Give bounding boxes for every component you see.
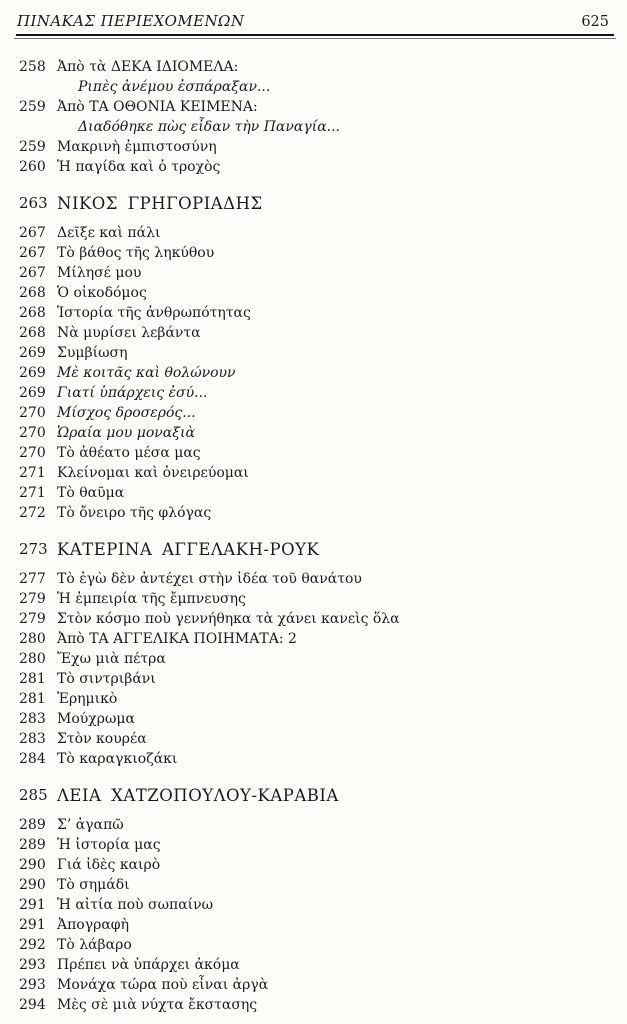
entry-page-number: 268 (19, 305, 46, 321)
entry-page-number: 267 (19, 265, 46, 281)
entry-title: Πρέπει νὰ ὑπάρχει ἀκόμα (57, 957, 240, 973)
toc-entry-row (19, 955, 617, 975)
entry-page-number: 267 (19, 225, 46, 241)
entry-title: Στὸν κουρέα (57, 731, 147, 747)
entry-page-number: 259 (19, 99, 46, 115)
entry-title: Μονάχα τώρα ποὺ εἶναι ἀργὰ (57, 977, 269, 993)
toc-entry-row (19, 137, 617, 157)
header-rule-thick (16, 34, 614, 36)
entry-page-number: 283 (19, 711, 46, 727)
entry-title: Δεῖξε καὶ πάλι (57, 225, 161, 241)
section-author-name: ΚΑΤΕΡΙΝΑ ΑΓΓΕΛΑΚΗ-ΡΟΥΚ (57, 540, 320, 559)
toc-entry-row (19, 97, 617, 117)
entry-title: Σ’ ἀγαπῶ (57, 817, 124, 833)
toc-entry-row (19, 483, 617, 503)
section-author-name: ΝΙΚΟΣ ΓΡΗΓΟΡΙΑΔΗΣ (57, 194, 263, 213)
entry-page-number: 290 (19, 857, 46, 873)
toc-entry-row (19, 463, 617, 483)
toc-entry-row (19, 423, 617, 443)
entry-title: Συμβίωση (57, 345, 128, 361)
section-page-number: 273 (19, 540, 48, 558)
page-number: 625 (581, 14, 609, 30)
toc-entry-row (19, 995, 617, 1015)
section-page-number: 285 (19, 786, 48, 804)
entry-page-number: 258 (19, 59, 46, 75)
toc-entry-row (19, 749, 617, 769)
entry-page-number: 291 (19, 917, 46, 933)
entry-page-number: 270 (19, 425, 46, 441)
entry-title: Μὲ κοιτᾶς καὶ θολώνουν (57, 365, 236, 381)
toc-entry-row (19, 915, 617, 935)
entry-title: Ἀπογραφὴ (57, 917, 129, 933)
toc-entry-row (19, 503, 617, 523)
entry-page-number: 270 (19, 405, 46, 421)
toc-entry-row (19, 935, 617, 955)
toc-section-header (19, 191, 617, 216)
entry-page-number: 271 (19, 465, 46, 481)
entry-title: Μούχρωμα (57, 711, 135, 727)
toc-entry-row (19, 855, 617, 875)
toc-entry-row (19, 283, 617, 303)
entry-page-number: 281 (19, 691, 46, 707)
toc-entry-row (19, 323, 617, 343)
entry-title: Τὸ ἐγὼ δὲν ἀντέχει στὴν ἰδέα τοῦ θανάτου (57, 571, 362, 587)
entry-page-number: 259 (19, 139, 46, 155)
entry-page-number: 289 (19, 837, 46, 853)
entry-title: Ὁ οἰκοδόμος (57, 285, 147, 301)
section-author-name: ΛΕΙΑ ΧΑΤΖΟΠΟΥΛΟΥ-ΚΑΡΑΒΙΑ (57, 786, 339, 805)
toc-entry-row (19, 835, 617, 855)
toc-entry-row (19, 815, 617, 835)
toc-entry-row (19, 363, 617, 383)
entry-page-number: 289 (19, 817, 46, 833)
toc-entry-row (19, 649, 617, 669)
toc-entry-row (19, 263, 617, 283)
entry-page-number (19, 117, 57, 137)
entry-page-number: 292 (19, 937, 46, 953)
entry-page-number: 280 (19, 651, 46, 667)
entry-page-number: 269 (19, 385, 46, 401)
entry-title: Ἀπὸ ΤΑ ΟΘΟΝΙΑ ΚΕΙΜΕΝΑ: (57, 99, 258, 115)
entry-page-number: 268 (19, 285, 46, 301)
toc-list (0, 39, 627, 1015)
entry-title: Ἐρημικὸ (57, 691, 118, 707)
entry-page-number: 294 (19, 997, 46, 1013)
entry-title: Τὸ βάθος τῆς ληκύθου (57, 245, 215, 261)
entry-page-number: 293 (19, 977, 46, 993)
toc-entry-row (19, 443, 617, 463)
toc-entry-row (19, 729, 617, 749)
toc-entry-row (19, 383, 617, 403)
section-page-number: 263 (19, 194, 48, 212)
entry-title: Μίλησέ μου (57, 265, 142, 281)
toc-entry-row (19, 157, 617, 177)
entry-title: Διαδόθηκε πὼς εἶδαν τὴν Παναγία... (78, 119, 341, 135)
entry-title: Στὸν κόσμο ποὺ γεννήθηκα τὰ χάνει κανεὶς ὅλα (57, 611, 400, 627)
entry-title: Ἡ ἐμπειρία τῆς ἔμπνευσης (57, 591, 246, 607)
entry-title: Κλείνομαι καὶ ὀνειρεύομαι (57, 465, 249, 481)
entry-title: Γιατί ὑπάρχεις ἐσύ... (57, 385, 208, 401)
entry-page-number: 260 (19, 159, 46, 175)
entry-title: Τὸ λάβαρο (57, 937, 132, 953)
toc-subtitle-row (19, 77, 617, 97)
entry-page-number: 269 (19, 345, 46, 361)
entry-page-number: 270 (19, 445, 46, 461)
entry-title: Μίσχος δροσερός... (57, 405, 196, 421)
entry-title: Ἡ αἰτία ποὺ σωπαίνω (57, 897, 214, 913)
toc-entry-row (19, 975, 617, 995)
entry-title: Ἀπὸ ΤΑ ΑΓΓΕΛΙΚΑ ΠΟΙΗΜΑΤΑ: 2 (57, 631, 297, 647)
entry-title: Τὸ σημάδι (57, 877, 130, 893)
toc-entry-row (19, 403, 617, 423)
entry-page-number: 279 (19, 591, 46, 607)
entry-page-number: 293 (19, 957, 46, 973)
toc-entry-row (19, 303, 617, 323)
entry-page-number: 267 (19, 245, 46, 261)
toc-entry-row (19, 57, 617, 77)
entry-title: Ἔχω μιὰ πέτρα (57, 651, 166, 667)
entry-title: Ριπὲς ἀνέμου ἐσπάραξαν... (78, 79, 271, 95)
entry-page-number: 284 (19, 751, 46, 767)
entry-title: Ἀπὸ τὰ ΔΕΚΑ ΙΔΙΟΜΕΛΑ: (57, 59, 239, 75)
entry-page-number: 268 (19, 325, 46, 341)
entry-title: Μὲς σὲ μιὰ νύχτα ἔκστασης (57, 997, 258, 1013)
entry-page-number: 281 (19, 671, 46, 687)
entry-title: Μακρινὴ ἐμπιστοσύνη (57, 139, 217, 155)
entry-page-number: 283 (19, 731, 46, 747)
entry-page-number: 290 (19, 877, 46, 893)
entry-title: Ἡ παγίδα καὶ ὁ τροχὸς (57, 159, 221, 175)
entry-page-number: 272 (19, 505, 46, 521)
toc-subtitle-row (19, 117, 617, 137)
entry-page-number: 269 (19, 365, 46, 381)
toc-entry-row (19, 343, 617, 363)
toc-entry-row (19, 223, 617, 243)
toc-section-header (19, 783, 617, 808)
toc-entry-row (19, 895, 617, 915)
entry-title: Τὸ σιντριβάνι (57, 671, 156, 687)
entry-title: Τὸ καραγκιοζάκι (57, 751, 178, 767)
toc-section-header (19, 537, 617, 562)
toc-entry-row (19, 569, 617, 589)
entry-page-number: 291 (19, 897, 46, 913)
toc-entry-row (19, 609, 617, 629)
entry-title: Τὸ θαῦμα (57, 485, 125, 501)
toc-entry-row (19, 669, 617, 689)
toc-entry-row (19, 689, 617, 709)
entry-title: Ἡ ἱστορία μας (57, 837, 161, 853)
entry-title: Νὰ μυρίσει λεβάντα (57, 325, 201, 341)
entry-page-number: 280 (19, 631, 46, 647)
toc-entry-row (19, 243, 617, 263)
running-header-title: ΠΙΝΑΚΑΣ ΠΕΡΙΕΧΟΜΕΝΩΝ (17, 12, 245, 30)
entry-title: Ἱστορία τῆς ἀνθρωπότητας (57, 305, 251, 321)
entry-title: Τὸ ὄνειρο τῆς φλόγας (57, 505, 212, 521)
entry-title: Τὸ ἀθέατο μέσα μας (57, 445, 201, 461)
toc-entry-row (19, 589, 617, 609)
entry-page-number: 277 (19, 571, 46, 587)
toc-entry-row (19, 709, 617, 729)
toc-entry-row (19, 629, 617, 649)
entry-title: Ὡραία μου μοναξιὰ (57, 425, 195, 441)
entry-title: Γιά ἰδὲς καιρὸ (57, 857, 161, 873)
toc-entry-row (19, 875, 617, 895)
entry-page-number (19, 77, 57, 97)
entry-page-number: 279 (19, 611, 46, 627)
page-header (0, 0, 627, 30)
entry-page-number: 271 (19, 485, 46, 501)
